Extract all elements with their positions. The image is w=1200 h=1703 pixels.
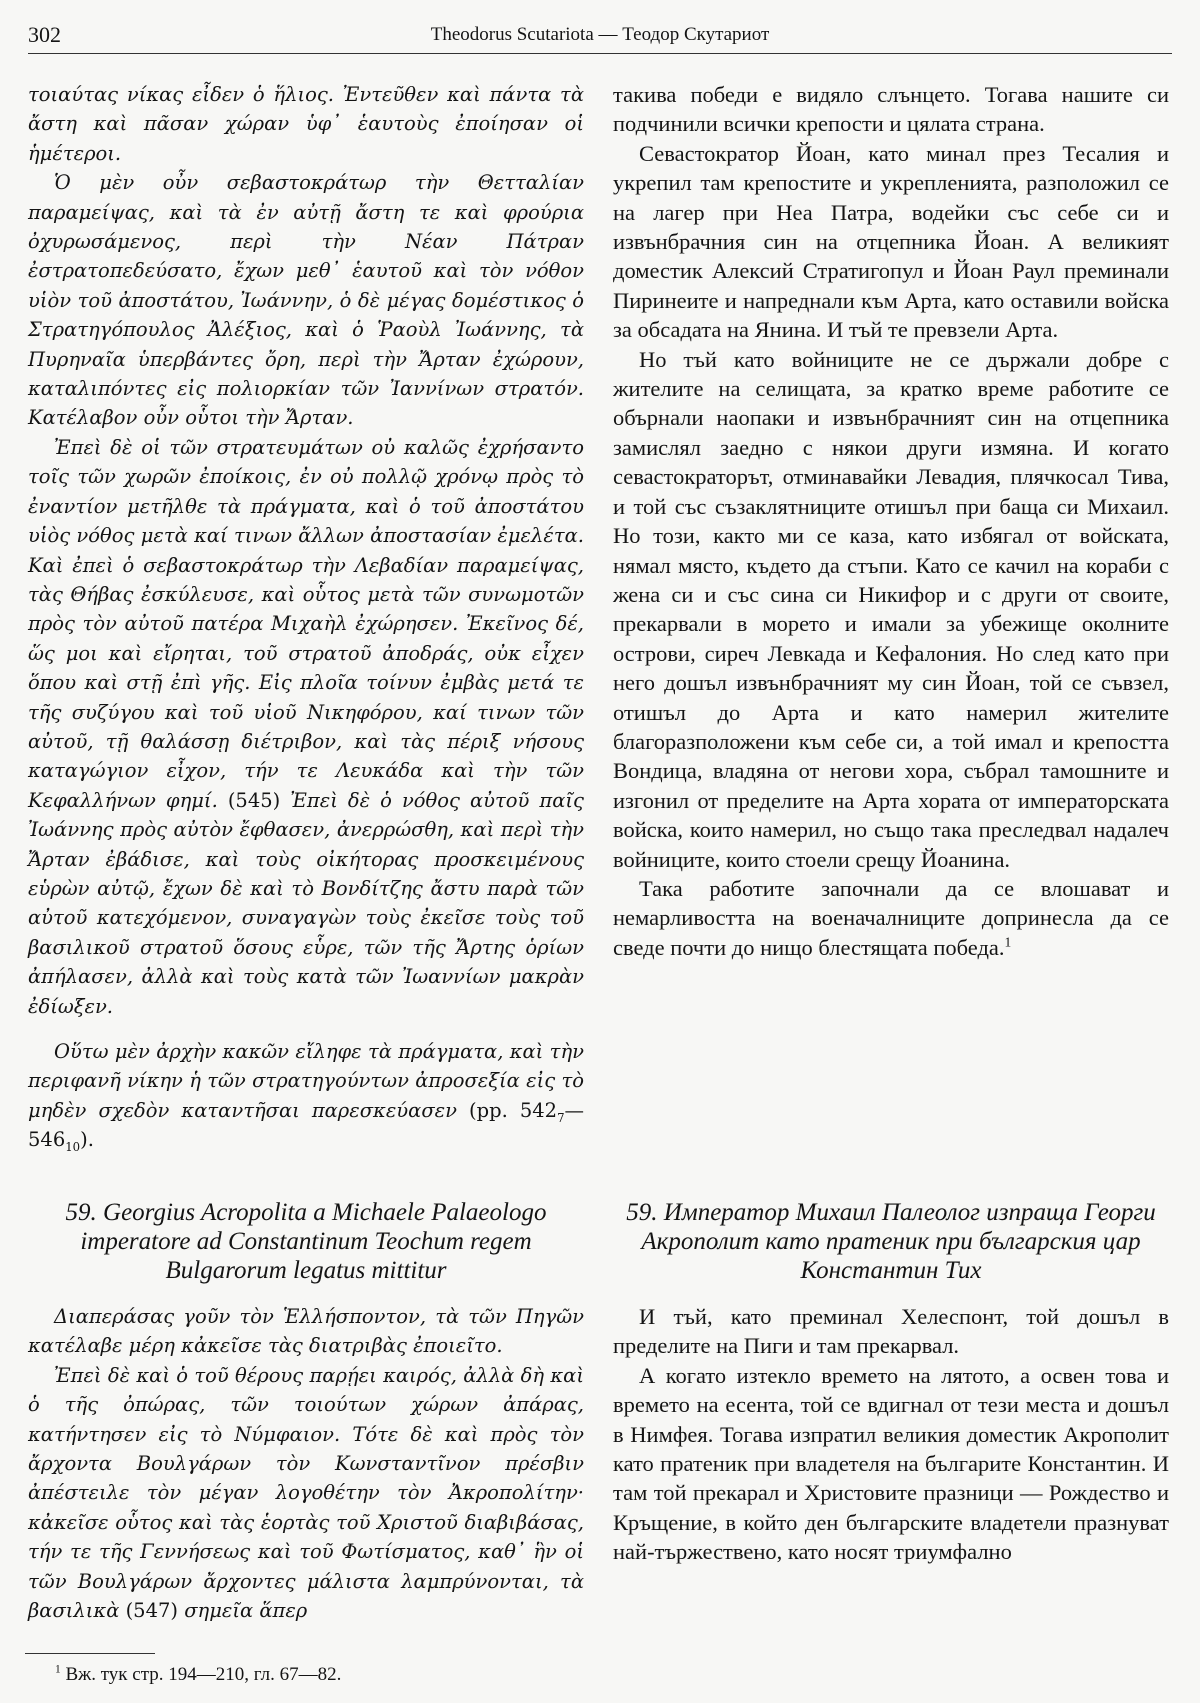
greek-paragraph: Ἐπεὶ δὲ καὶ ὁ τοῦ θέρους παρῄει καιρός, ἀλλὰ δὴ καὶ ὁ τῆς ὀπώρας, τῶν τοιούτων χώρων ἀπάρας, κατήντησεν εἰς τὸ Νύμφαιον. Τότε δὲ καὶ πρὸς τὸν ἄρχοντα Βουλγάρων τὸν Κωνσταντῖνον πρέσβιν ἀπέστειλε τὸν μέγαν λογοθέτην τὸν Ἀκροπολίτην· κἀκεῖσε οὗτος καὶ τὰς ἑορτὰς τοῦ Χριστοῦ διαβιβάσας, τήν τε τῆς Γεννήσεως καὶ τοῦ Φωτίσματος, καθ᾽ ἣν οἱ τῶν Βουλγάρων ἄρχοντες μάλιστα λαμπρύνονται, τὰ βασιλικὰ bbox=[28, 1363, 584, 1623]
greek-text-column-bottom: Διαπεράσας γοῦν τὸν Ἑλλήσποντον, τὰ τῶν Πηγῶν κατέλαβε μέρη κἀκεῖσε τὰς διατριβὰς ἐποιεῖτο. Ἐπεὶ δὲ καὶ ὁ τοῦ θέρους παρῄει καιρός, ἀλλὰ δὴ καὶ ὁ τῆς ὀπώρας, τῶν τοιούτων χώρων ἀπάρας, κατήντησεν εἰς τὸ Νύμφαιον. Τότε δὲ καὶ πρὸς τὸν ἄρχοντα Βουλγάρων τὸν Κωνσταντῖνον πρέσβιν ἀπέστειλε τὸν μέγαν λογοθέτην τὸν Ἀκροπολίτην· κἀκεῖσε οὗτος καὶ τὰς ἑορτὰς τοῦ Χριστοῦ διαβιβάσας, τήν τε τῆς Γεννήσεως καὶ τοῦ Φωτίσματος, καθ᾽ ἣν οἱ τῶν Βουλγάρων ἄρχοντες μάλιστα λαμπρύνονται, τὰ βασιλικὰ (547) σημεῖα ἅπερ bbox=[28, 1302, 584, 1625]
footnote bbox=[55, 1664, 341, 1686]
bulgarian-paragraph: А когато изтекло времето на лятото, а освен това и времето на есента, той се вдигнал от тези места и дошъл в Нимфея. Тогава изпратил великия доместик Акрополит като пратеник при владетеля на българите Константин. И там той прекарал и Христовите празници — Рождество и Кръщение, в който ден българските владетели празнуват най-тържествено, като носят триумфално bbox=[613, 1362, 1169, 1565]
footnote-rule bbox=[25, 1653, 155, 1654]
greek-paragraph: Διαπεράσας γοῦν τὸν Ἑλλήσποντον, τὰ τῶν Πηγῶν κατέλαβε μέρη κἀκεῖσε τὰς διατριβὰς ἐποιεῖτο. bbox=[28, 1305, 584, 1358]
greek-paragraph: Οὕτω μὲν ἀρχὴν κακῶν εἴληφε τὰ πράγματα, καὶ τὴν περιφανῆ νίκην ἡ τῶν στρατηγούντων ἀπροσεξία εἰς τὸ μηδὲν σχεδὸν καταντῆσαι παρεσκεύασεν bbox=[28, 1040, 584, 1122]
bulgarian-paragraph: Севастократор Йоан, като минал през Тесалия и укрепил там крепостите и укрепленията, разположил се на лагер при Неа Патра, водейки със себе си и извънбрачния син на отцепника Йоан. А великият доместик Алексий Стратигопул и Йоан Раул преминали Пиринеите и напреднали към Арта, като оставили войска за обсадата на Янина. И тъй те превзели Арта. bbox=[613, 140, 1169, 343]
bulgarian-text-column-top bbox=[613, 80, 1169, 962]
bulgarian-paragraph: такива победи е видяло слънцето. Тогава нашите си подчинили всички крепости и цялата страна. bbox=[613, 82, 1169, 137]
page-marker: (547) bbox=[125, 1599, 178, 1623]
bulgarian-paragraph: И тъй, като преминал Хелеспонт, той дошъл в пределите на Пиги и там прекарвал. bbox=[613, 1304, 1169, 1359]
greek-paragraph: Ἐπεὶ δὲ οἱ τῶν στρατευμάτων οὐ καλῶς ἐχρήσαντο τοῖς τῶν χωρῶν ἐποίκοις, ἐν οὐ πολλῷ χρόνῳ πρὸς τὸ ἐναντίον μετῆλθε τὰ πράγματα, καὶ ὁ τοῦ ἀποστάτου υἱὸς νόθος μετὰ καί τινων ἄλλων ἀποστασίαν ἐμελέτα. Καὶ ἐπεὶ ὁ σεβαστοκράτωρ τὴν Λεβαδίαν παραμείψας, τὰς Θήβας ἐσκύλευσε, καὶ οὗτος μετὰ τῶν συνωμοτῶν πρὸς τὸν αὐτοῦ πατέρα Μιχαὴλ ἐχώρησεν. Ἐκεῖνος δέ, ὥς μοι καὶ εἴρηται, τοῦ στρατοῦ ἀποδράς, οὐκ εἶχεν ὅπου καὶ στῇ ἐπὶ γῆς. Εἰς πλοῖα τοίνυν ἐμβὰς μετά τε τῆς συζύγου καὶ τοῦ υἱοῦ Νικηφόρου, καί τινων τῶν αὐτοῦ, τῇ θαλάσσῃ διέτριβον, καὶ τὰς πέριξ νήσους καταγώγιον εἶχον, τήν τε Λευκάδα καὶ τὴν τῶν Κεφαλλήνων φημί. (545) Ἐπεὶ δὲ ὁ νόθος αὐτοῦ παῖς Ἰωάννης πρὸς αὐτὸν ἔφθασεν, ἀνερρώσθη, καὶ περὶ τὴν Ἄρταν ἐβάδισε, καὶ τοὺς οἰκήτορας προσκειμένους εὑρὼν αὐτῷ, ἔχων δὲ καὶ τὸ Βονδίτζης ἄστυ παρὰ τῶν αὐτοῦ κατεχόμενον, συναγαγὼν τοὺς ἐκεῖσε τοὺς τοῦ βασιλικοῦ στρατοῦ ὅσους εὗρε, τῶν τῆς Ἄρτης ὁρίων ἀπήλασεν, ἀλλὰ καὶ τοὺς κατὰ τῶν Ἰωαννίων μακρὰν ἐδίωξεν. bbox=[28, 435, 584, 1018]
bulgarian-paragraph: Така работите започнали да се влошават и немарливостта на военачалниците допринесла да се сведе почти до нищо блестящата победа. bbox=[613, 875, 1169, 960]
greek-paragraph: Ὁ μὲν οὖν σεβαστοκράτωρ τὴν Θετταλίαν παραμείψας, καὶ τὰ ἐν αὐτῇ ἄστη τε καὶ φρούρια ὀχυρωσάμενος, περὶ τὴν Νέαν Πάτραν ἐστρατοπεδεύσατο, ἔχων μεθ᾽ ἑαυτοῦ καὶ τὸν νόθον υἱὸν τοῦ ἀποστάτου, Ἰωάννην, ὁ δὲ μέγας δομέστικος ὁ Στρατηγόπουλος Ἀλέξιος, καὶ ὁ Ῥαοὺλ Ἰωάννης, τὰ Πυρηναῖα ὑπερβάντες ὄρη, περὶ τὴν Ἄρταν ἐχώρουν, καταλιπόντες εἰς πολιορκίαν τῶν Ἰαννίνων στρατόν. Κατέλαβον οὖν οὗτοι τὴν Ἄρταν. bbox=[28, 171, 584, 430]
footnote-reference[interactable]: 1 bbox=[1004, 934, 1012, 950]
section-heading-bulgarian: 59. Император Михаил Палеолог изпраща Георги Акрополит като пратеник при българския цар Константин Тих bbox=[626, 1199, 1156, 1284]
greek-text-column-top bbox=[28, 80, 584, 1021]
greek-paragraph: τοιαύτας νίκας εἶδεν ὁ ἥλιος. Ἐντεῦθεν καὶ πάντα τὰ ἄστη καὶ πᾶσαν χώραν ὑφ᾽ ἑαυτοὺς ἐποίησαν οἱ ἡμέτεροι. bbox=[28, 83, 584, 165]
running-title: Theodorus Scutariota — Теодор Скутариот bbox=[430, 24, 770, 45]
running-header bbox=[28, 18, 1172, 58]
page-number: 302 bbox=[28, 22, 61, 47]
bulgarian-text-column-bottom bbox=[613, 1302, 1169, 1567]
page-marker: (545) bbox=[227, 788, 281, 812]
source-reference: (pp. $542_7—546_{10}$). bbox=[28, 1098, 584, 1155]
section-heading-latin: 59. Georgius Acropolita a Michaele Palaeologo imperatore ad Constantinum Teochum regem Bulgarorum legatus mittitur bbox=[65, 1199, 547, 1284]
header-rule bbox=[28, 53, 1172, 54]
footnote-text: Вж. тук стр. 194—210, гл. 67—82. bbox=[65, 1664, 342, 1685]
footnote-marker: 1 bbox=[55, 1663, 61, 1676]
bulgarian-paragraph: Но тъй като войниците не се държали добре с жителите на селищата, за кратко време работите се обърнали наопаки и извънбрачният син на отцепника замислял заедно с някои други измяна. И когато севастократорът, отминавайки Левадия, плячкосал Тива, и той със съзаклятниците отишъл при баща си Михаил. Но този, както ми се каза, като избягал от войската, нямал място, където да стъпи. Като се качил на кораби с жена си и със сина си Никифор и с други от своите, прекарвали в морето и имали за убежище околните острови, сиреч Левкада и Кефалония. Но след като при него дошъл извънбрачният му син Йоан, той се съвзел, отишъл до Арта и като намерил жителите благоразположени към себе си, а той имал и крепостта Вондица, владяна от негови хора, събрал тамошните и изгонил от пределите на Арта хората от императорската войска, които намерил, но също така преследвал надалеч войниците, които стоели срещу Йоанина. bbox=[613, 346, 1169, 872]
greek-closing-paragraph bbox=[28, 1037, 584, 1155]
